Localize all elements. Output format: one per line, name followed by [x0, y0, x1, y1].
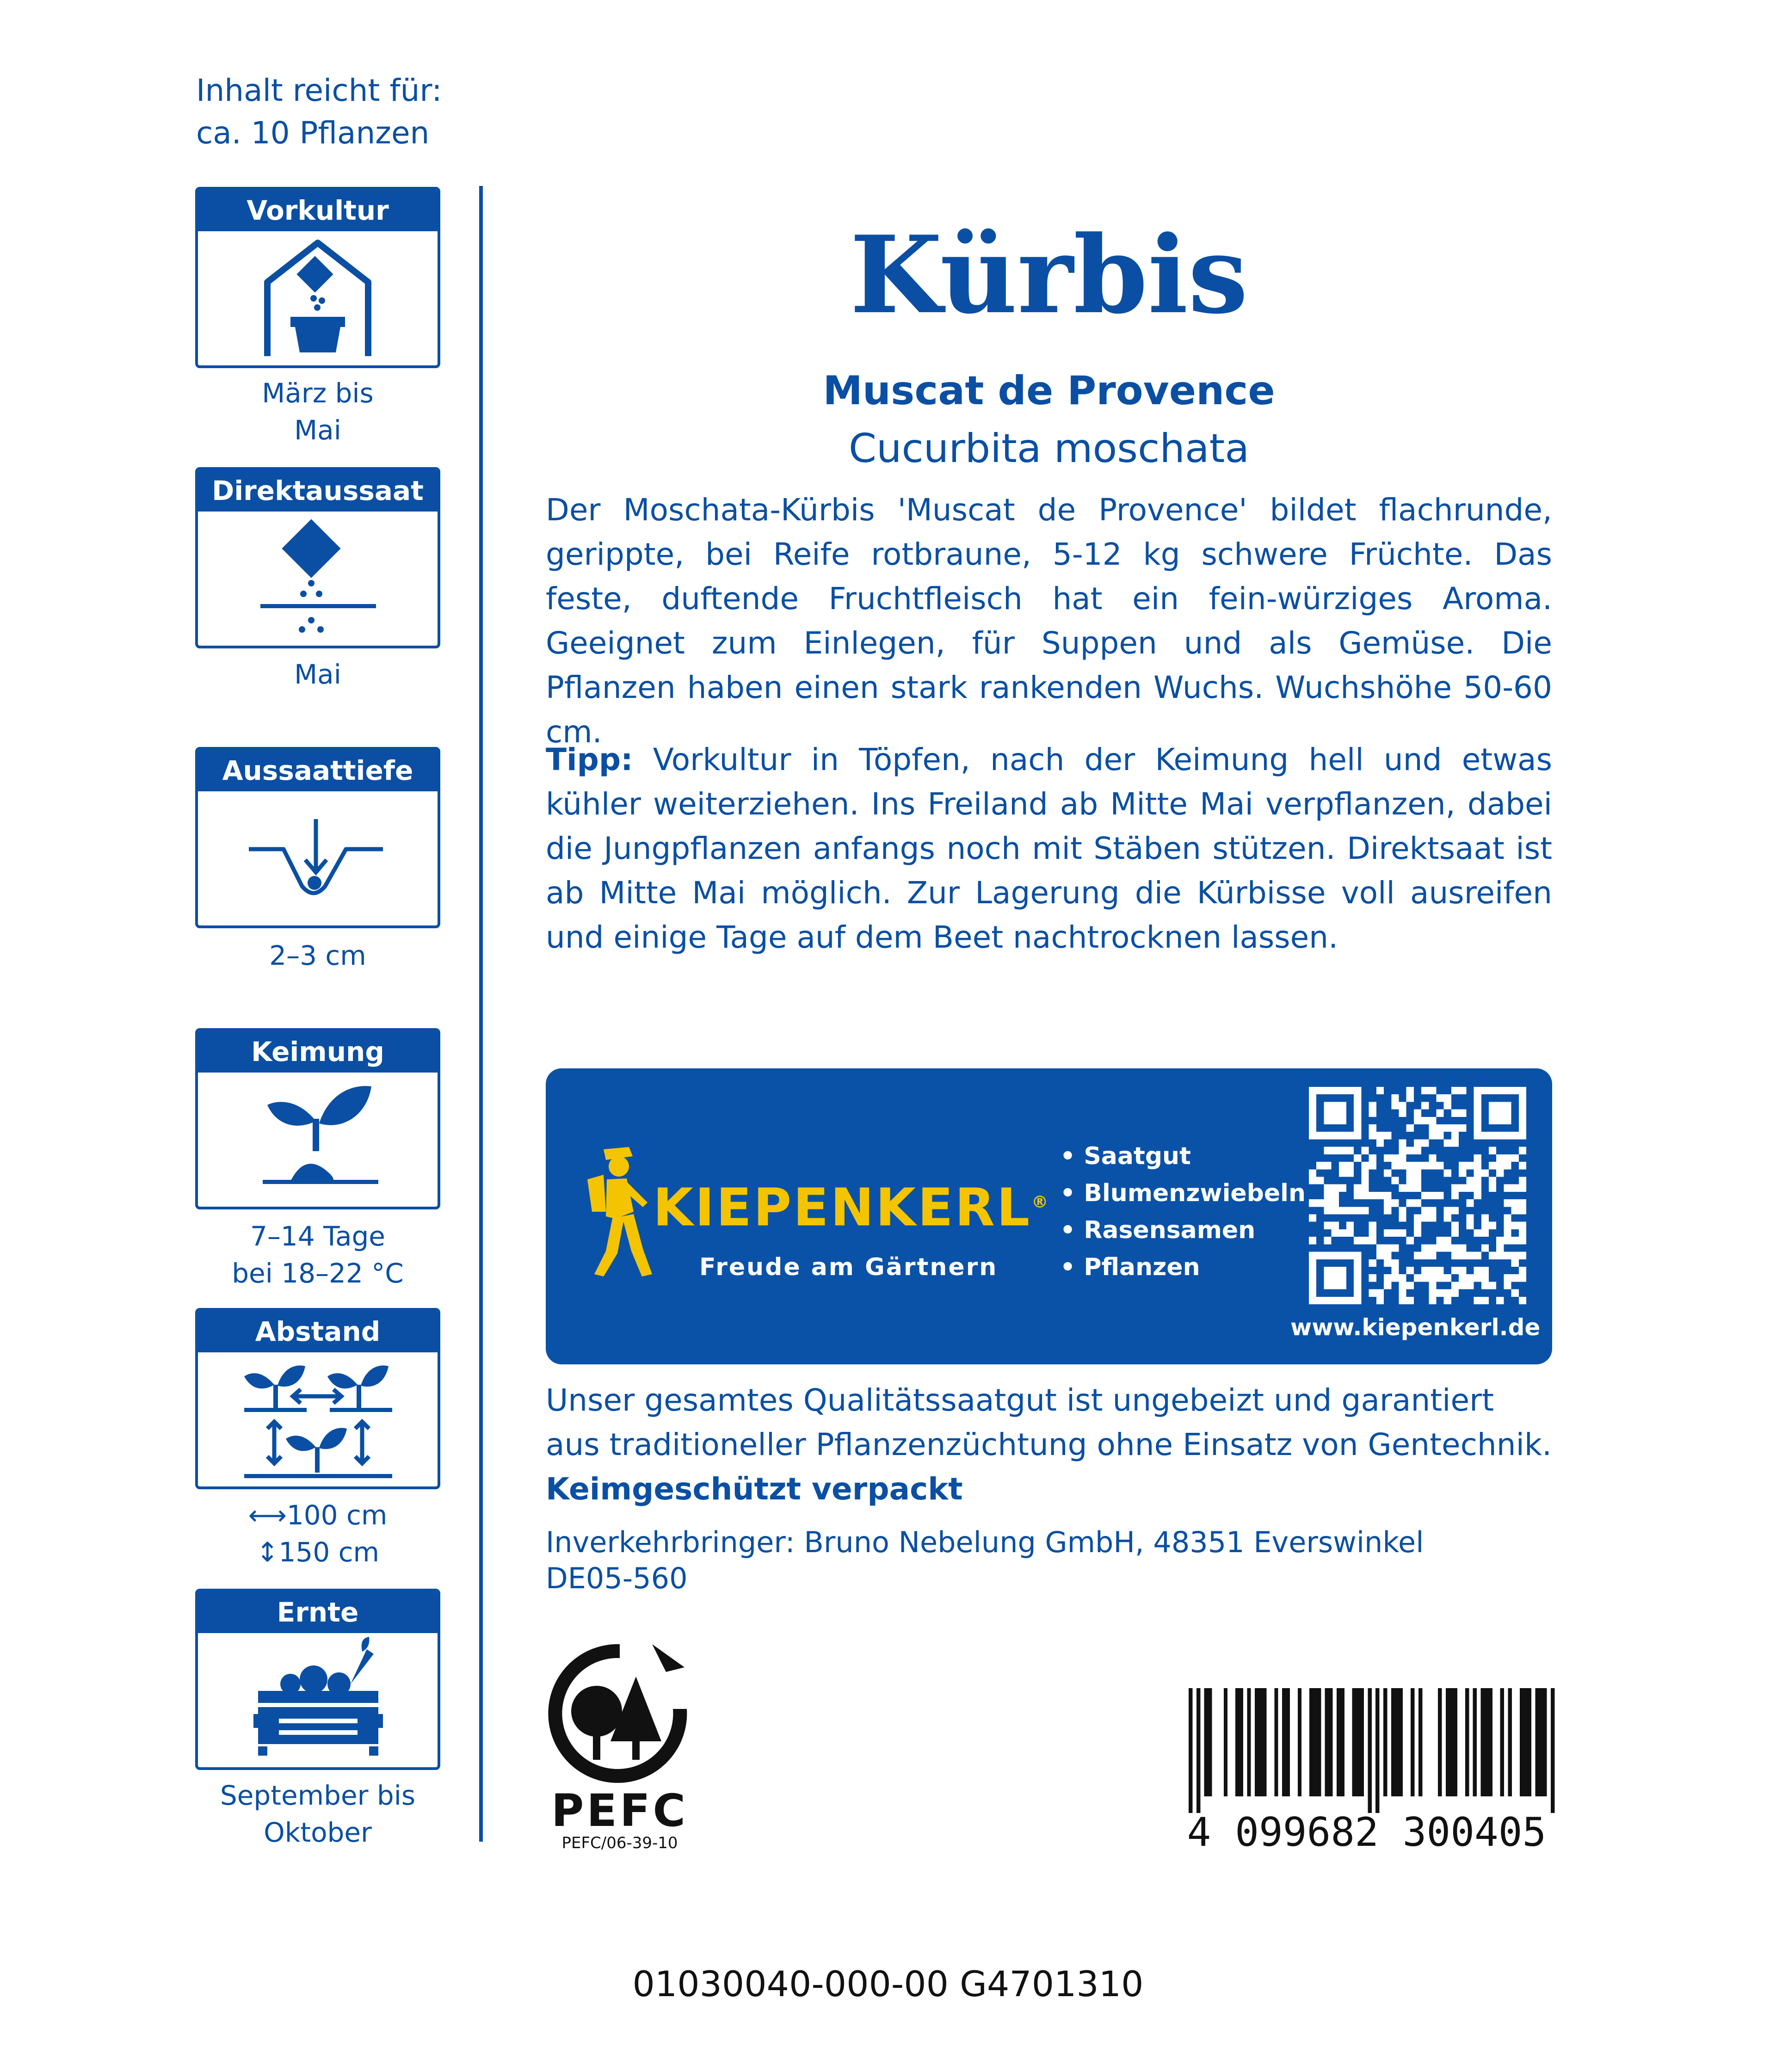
footer-article-code: 01030040-000-00 G4701310 [632, 1963, 1144, 2004]
brand-list-item: • Rasensamen [1060, 1216, 1256, 1244]
distributor-line: Inverkehrbringer: Bruno Nebelung GmbH, 48351 Everswinkel [546, 1525, 1424, 1559]
pefc-label: PEFC [551, 1785, 688, 1837]
brand-slogan: Freude am Gärtnern [699, 1253, 998, 1281]
product-description: Der Moschata-Kürbis 'Muscat de Provence' bildet flachrunde, gerippte, bei Reife rotbraune, 5-12 kg schwere Früchte. Das feste, duftende Fruchtfleisch hat ein fein-würziges Aroma. Geeignet zum Einlegen, für Suppen und als Gemüse. Die Pflanzen haben einen stark rankenden Wuchs. Wuchshöhe 50-60 cm. [546, 492, 1552, 750]
card-abstand [195, 1308, 440, 1489]
product-title: Kürbis [850, 213, 1248, 338]
pefc-logo [541, 1635, 698, 1852]
barcode [1170, 1688, 1563, 1855]
content-amount-line1: Inhalt reicht für: [196, 73, 442, 108]
card-ernte-caption [167, 1777, 468, 1851]
card-abstand-caption-line1 [167, 1497, 468, 1534]
spacing-horizontal-value: 100 cm [286, 1499, 388, 1531]
product-latin-name: Cucurbita moschata [848, 426, 1250, 472]
brand-box [546, 1068, 1552, 1364]
card-direktaussaat-label: Direktaussaat [198, 470, 438, 512]
content-amount [196, 69, 442, 154]
hiker-with-basket-icon [578, 1142, 661, 1281]
brand-url-link[interactable]: www.kiepenkerl.de [1290, 1314, 1541, 1341]
card-vorkultur-label: Vorkultur [198, 190, 438, 231]
quality-statement: Unser gesamtes Qualitätssaatgut ist ungebeizt und garantiert aus traditioneller Pflanzenzüchtung ohne Einsatz von Gentechnik. [546, 1382, 1552, 1462]
card-keimung-label: Keimung [198, 1031, 438, 1073]
brand-list-item: • Blumenzwiebeln [1060, 1179, 1306, 1207]
spacing-vertical-value: 150 cm [278, 1536, 380, 1568]
card-aussaattiefe-label: Aussaattiefe [198, 750, 438, 791]
distributor-info [546, 1524, 1424, 1597]
brand-list-item: • Pflanzen [1060, 1253, 1200, 1281]
pefc-trees-logo-icon [541, 1635, 698, 1788]
card-vorkultur-caption-line2: Mai [294, 414, 341, 446]
product-variety: Muscat de Provence [823, 368, 1275, 414]
card-direktaussaat [195, 467, 440, 648]
sowing-depth-icon [198, 791, 438, 925]
card-keimung-caption [167, 1218, 468, 1292]
card-abstand-caption [167, 1497, 468, 1571]
card-vorkultur [195, 187, 440, 368]
card-abstand-label: Abstand [198, 1311, 438, 1352]
card-keimung-caption-line2: bei 18–22 °C [232, 1258, 404, 1289]
card-ernte [195, 1589, 440, 1770]
registered-mark: ® [1031, 1193, 1050, 1212]
seedling-icon [198, 1073, 438, 1207]
card-aussaattiefe [195, 747, 440, 928]
qr-code-icon[interactable] [1309, 1087, 1526, 1304]
card-vorkultur-caption [167, 375, 468, 449]
content-amount-line2: ca. 10 Pflanzen [196, 115, 430, 151]
tip-label: Tipp: [546, 742, 633, 777]
column-divider [479, 186, 483, 1842]
barcode-icon [1189, 1688, 1559, 1813]
card-ernte-caption-line2: Oktober [264, 1817, 372, 1848]
card-direktaussaat-caption [167, 656, 468, 693]
card-ernte-label: Ernte [198, 1591, 438, 1633]
card-ernte-caption-line1: September bis [220, 1780, 416, 1811]
horizontal-arrow-icon: ⟷ [248, 1499, 287, 1531]
product-tip [546, 738, 1552, 960]
vertical-arrow-icon: ↕ [256, 1536, 279, 1568]
brand-product-list [1060, 1138, 1306, 1286]
brand-list-item: • Saatgut [1060, 1142, 1191, 1170]
card-keimung [195, 1028, 440, 1209]
brand-name-text: KIEPENKERL [653, 1178, 1032, 1238]
pefc-code: PEFC/06-39-10 [561, 1834, 678, 1852]
card-aussaattiefe-caption [167, 937, 468, 974]
tip-text: Vorkultur in Töpfen, nach der Keimung hell und etwas kühler weiterziehen. Ins Freiland ab Mitte Mai verpflanzen, dabei die Jungpflanzen anfangs noch mit Stäben stützen. Direktsaat ist ab Mitte Mai möglich. Zur Lagerung die Kürbisse voll ausreifen und einige Tage auf dem Beet nachtrocknen lassen. [546, 742, 1552, 955]
card-aussaattiefe-caption-line1: 2–3 cm [269, 940, 366, 971]
barcode-digits: 4 099682 300405 [1187, 1809, 1547, 1856]
brand-name [653, 1172, 1050, 1238]
protected-packaging-note: Keimgeschützt verpackt [546, 1471, 963, 1507]
distributor-code: DE05-560 [546, 1561, 688, 1595]
direct-sowing-icon [198, 512, 438, 646]
card-keimung-caption-line1: 7–14 Tage [250, 1221, 385, 1252]
card-direktaussaat-caption-line1: Mai [294, 659, 341, 690]
card-vorkultur-caption-line1: März bis [262, 377, 374, 409]
card-abstand-caption-line2 [167, 1534, 468, 1571]
plant-spacing-icon [198, 1352, 438, 1486]
greenhouse-seeding-icon [198, 231, 438, 365]
harvest-crate-icon [198, 1633, 438, 1767]
